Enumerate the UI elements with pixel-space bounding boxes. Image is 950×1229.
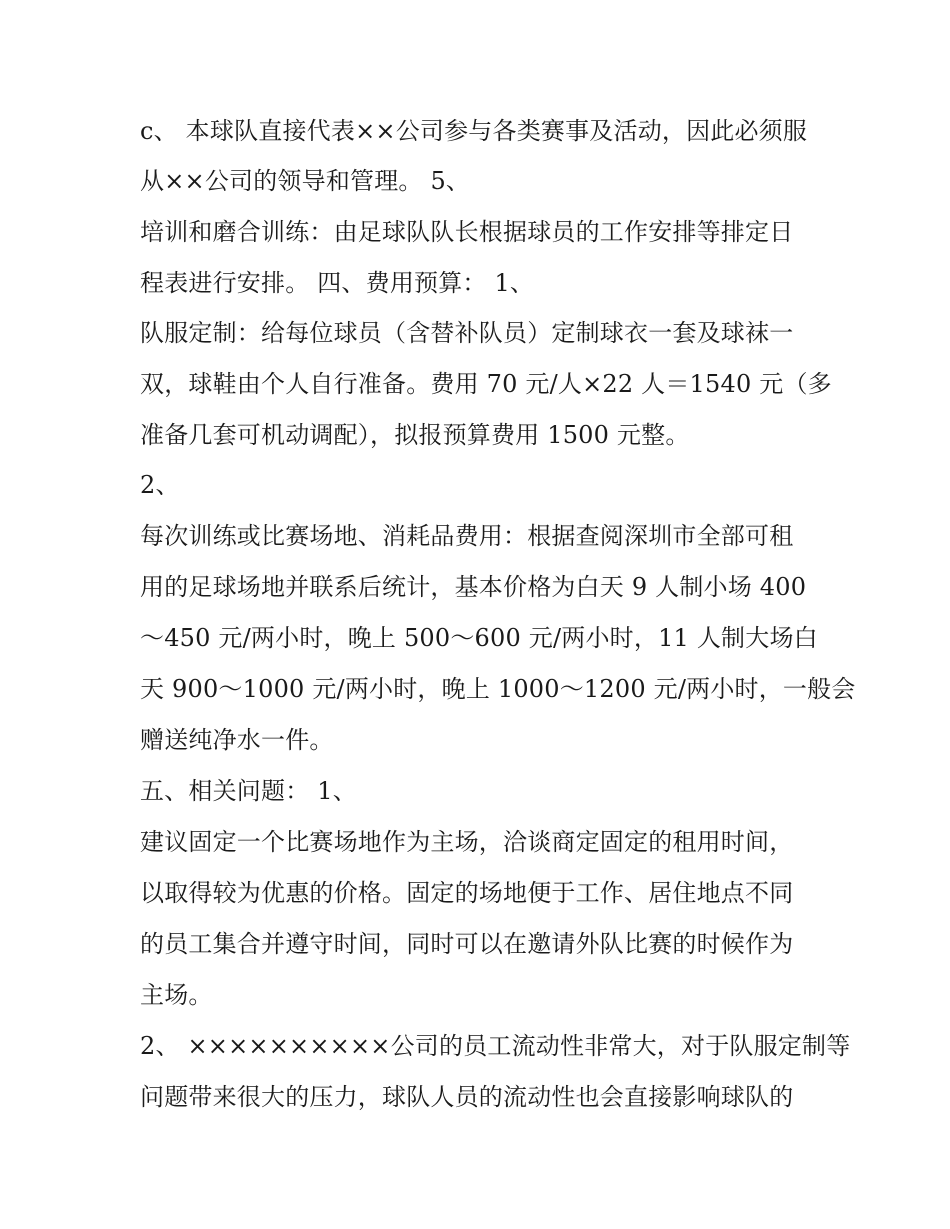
text-line: 的员工集合并遵守时间，同时可以在邀请外队比赛的时候作为 — [140, 930, 794, 958]
text-line: 用的足球场地并联系后统计，基本价格为白天 9 人制小场 400 — [140, 573, 807, 601]
text-line: 以取得较为优惠的价格。固定的场地便于工作、居住地点不同 — [140, 879, 794, 907]
text-line: 双，球鞋由个人自行准备。费用 70 元/人×22 人＝1540 元（多 — [140, 370, 832, 398]
text-line: 2、 — [140, 471, 180, 499]
text-line: 2、 ××××××××××公司的员工流动性非常大，对于队服定制等 — [140, 1032, 851, 1060]
text-line: ～450 元/两小时，晚上 500～600 元/两小时，11 人制大场白 — [140, 624, 818, 652]
text-line: 每次训练或比赛场地、消耗品费用：根据查阅深圳市全部可租 — [140, 522, 794, 550]
text-line: 问题带来很大的压力，球队人员的流动性也会直接影响球队的 — [140, 1083, 794, 1111]
text-line: 程表进行安排。 四、费用预算： 1、 — [140, 269, 535, 297]
text-line: 从××公司的领导和管理。 5、 — [140, 167, 471, 195]
text-line: 培训和磨合训练：由足球队队长根据球员的工作安排等排定日 — [140, 218, 794, 246]
text-line: 建议固定一个比赛场地作为主场，洽谈商定固定的租用时间， — [140, 828, 794, 856]
text-line: 队服定制：给每位球员（含替补队员）定制球衣一套及球袜一 — [140, 319, 794, 347]
text-line: c、 本球队直接代表××公司参与各类赛事及活动，因此必须服 — [140, 117, 808, 145]
text-line: 赠送纯净水一件。 — [140, 726, 334, 754]
text-line: 五、相关问题： 1、 — [140, 777, 357, 805]
text-line: 主场。 — [140, 981, 213, 1009]
text-line: 天 900～1000 元/两小时，晚上 1000～1200 元/两小时，一般会 — [140, 675, 856, 703]
text-line: 准备几套可机动调配），拟报预算费用 1500 元整。 — [140, 421, 690, 449]
